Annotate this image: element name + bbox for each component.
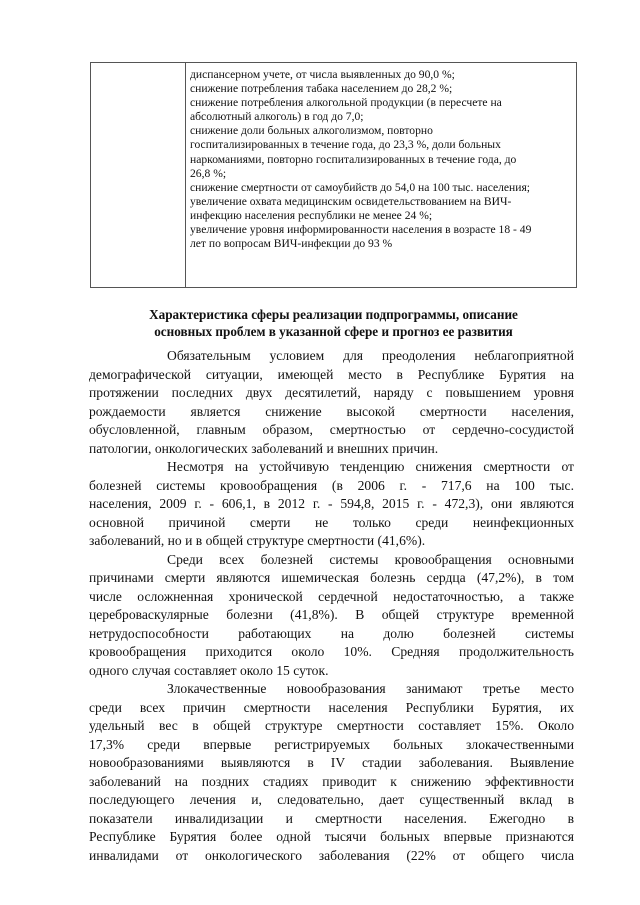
paragraph-line: удельный вес в общей структуре смертности составляет 15%. Около: [89, 718, 574, 733]
paragraph-line: цереброваскулярные болезни (41,8%). В общей структуре временной: [89, 607, 574, 622]
paragraph-line: Среди всех болезней системы кровообращения основными: [167, 551, 574, 567]
heading-line-1: Характеристика сферы реализации подпрограммы, описание: [149, 307, 518, 322]
paragraph-line: основной причиной смерти не только среди неинфекционных: [89, 514, 574, 530]
paragraph-line: обусловленной, главным образом, смертностью от сердечно-сосудистой: [89, 422, 574, 437]
table-line: лет по вопросам ВИЧ-инфекции до 93 %: [190, 237, 393, 251]
paragraph-line: 17,3% среди впервые регистрируемых больных злокачественными: [89, 736, 574, 752]
body-text: [89, 347, 574, 865]
paragraph-line: заболеваний на поздних стадиях приводит к снижению эффективности: [89, 773, 574, 789]
paragraph-line: последующего лечения и, следовательно, дает существенный вклад в: [89, 792, 574, 807]
paragraph-line: Обязательным условием для преодоления неблагоприятной: [167, 348, 574, 363]
table-line: инфекцию населения республики не менее 24 %;: [190, 208, 433, 222]
table-targets-cell: [190, 68, 572, 251]
paragraph-line: патологии, онкологических заболеваний и внешних причин.: [89, 440, 439, 456]
paragraph-line: протяжении последних двух десятилетий, наряду с повышением уровня: [89, 385, 574, 400]
paragraph-line: демографической ситуации, имеющей место в Республике Бурятия на: [89, 366, 574, 382]
paragraph-line: кровообращения приходится около 10%. Средняя продолжительность: [89, 644, 574, 659]
heading-line-2: основных проблем в указанной сфере и прогноз ее развития: [154, 324, 513, 339]
paragraph-line: инвалидами от онкологического заболевания (22% от общего числа: [89, 847, 574, 863]
table-line: снижение потребления алкогольной продукции (в пересчете на: [190, 96, 502, 110]
paragraph-line: среди всех причин смертности населения Республики Бурятия, их: [89, 699, 574, 715]
table-line: 26,8 %;: [190, 166, 227, 180]
table-line: абсолютный алкоголь) в год до 7,0;: [190, 110, 364, 124]
table-line: снижение доли больных алкоголизмом, повторно: [190, 124, 433, 138]
paragraph-line: Республике Бурятия более одной тысячи больных впервые признаются: [89, 829, 574, 844]
table-line: госпитализированных в течение года, до 23,3 %, доли больных: [190, 138, 501, 152]
table-column-divider: [185, 63, 186, 287]
table-line: снижение потребления табака населением до 28,2 %;: [190, 82, 453, 96]
paragraph-line: одного случая составляет около 15 суток.: [89, 662, 329, 678]
table-line: снижение смертности от самоубийств до 54,0 на 100 тыс. населения;: [190, 180, 531, 194]
paragraph-line: показатели инвалидизации и смертности населения. Ежегодно в: [89, 810, 574, 826]
paragraph-line: Несмотря на устойчивую тенденцию снижения смертности от: [167, 459, 574, 474]
section-heading: [90, 306, 577, 340]
paragraph-line: болезней системы кровообращения (в 2006 г. - 717,6 на 100 тыс.: [89, 477, 574, 493]
paragraph-line: Злокачественные новообразования занимают третье место: [167, 681, 574, 696]
table-line: наркоманиями, повторно госпитализированных в течение года, до: [190, 152, 517, 166]
paragraph-line: заболеваний, но и в общей структуре смертности (41,6%).: [89, 533, 426, 548]
paragraph-line: рождаемости является снижение высокой смертности населения,: [89, 403, 574, 419]
targets-table: [90, 62, 577, 288]
paragraph-line: новообразованиями выявляются в IV стадии заболевания. Выявление: [89, 755, 574, 770]
paragraph-line: числе осложненная хронической сердечной недостаточностью, а также: [89, 588, 574, 604]
paragraph-line: населения, 2009 г. - 606,1, в 2012 г. - 594,8, 2015 г. - 472,3), они являются: [89, 496, 574, 511]
paragraph-line: причинами смерти являются ишемическая болезнь сердца (47,2%), в том: [89, 570, 574, 585]
table-line: увеличение охвата медицинским освидетельствованием на ВИЧ-: [190, 194, 512, 208]
table-line: увеличение уровня информированности населения в возрасте 18 - 49: [190, 223, 532, 237]
table-line: диспансерном учете, от числа выявленных до 90,0 %;: [190, 68, 455, 81]
paragraph-line: нетрудоспособности работающих на долю болезней системы: [89, 625, 574, 641]
